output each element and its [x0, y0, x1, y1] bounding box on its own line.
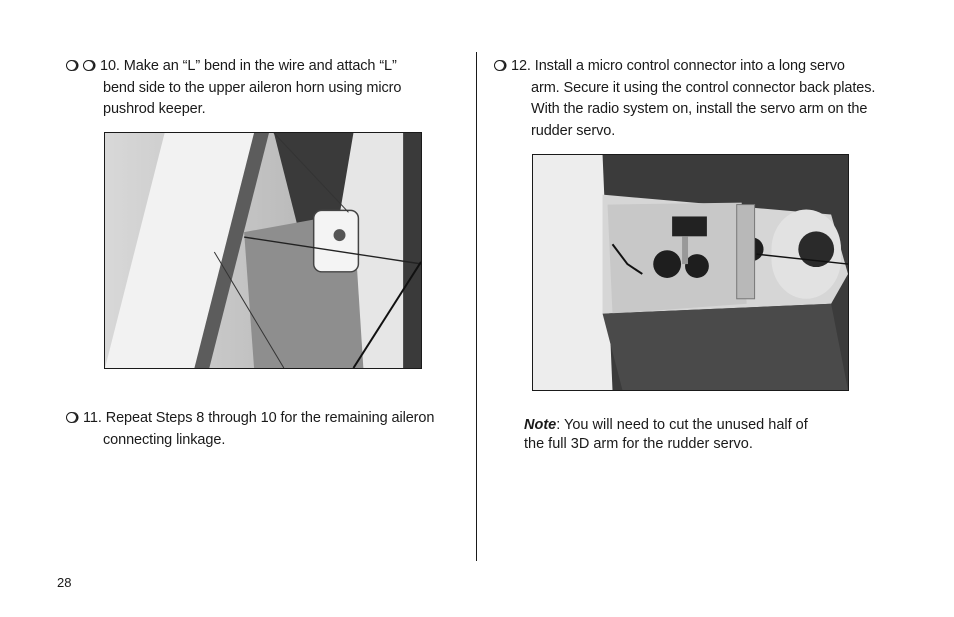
note-label: Note: [524, 417, 557, 433]
column-divider: [476, 52, 477, 561]
step-10-line-3: pushrod keeper.: [103, 101, 206, 117]
step-12: [494, 56, 875, 142]
step-10-text: 10. Make an “L” bend in the wire and attach “L”: [100, 58, 397, 74]
step-10: [66, 56, 401, 121]
checkbox-icon[interactable]: [66, 60, 77, 71]
note-text-1: : You will need to cut the unused half of: [556, 417, 808, 433]
step-12-line-2: arm. Secure it using the control connector back plates.: [531, 79, 876, 96]
note: [524, 416, 808, 454]
step-12-line-4: rudder servo.: [531, 122, 616, 139]
checkbox-icon[interactable]: [83, 60, 94, 71]
checkbox-icon[interactable]: [66, 412, 77, 423]
step-11-text: 11. Repeat Steps 8 through 10 for the remaining aileron: [83, 410, 435, 426]
step-12-text: 12. Install a micro control connector into a long servo: [511, 58, 845, 74]
note-text-2: the full 3D arm for the rudder servo.: [524, 436, 753, 452]
checkbox-icon[interactable]: [494, 60, 505, 71]
step-11-line-2: connecting linkage.: [103, 431, 226, 448]
page-number: 28: [57, 575, 72, 590]
step-10-line-2: bend side to the upper aileron horn using micro: [103, 79, 402, 96]
rudder-servo-photo: [532, 154, 849, 391]
aileron-horn-photo: [104, 132, 422, 369]
step-11: [66, 408, 434, 451]
step-12-line-3: With the radio system on, install the servo arm on the: [531, 101, 868, 117]
